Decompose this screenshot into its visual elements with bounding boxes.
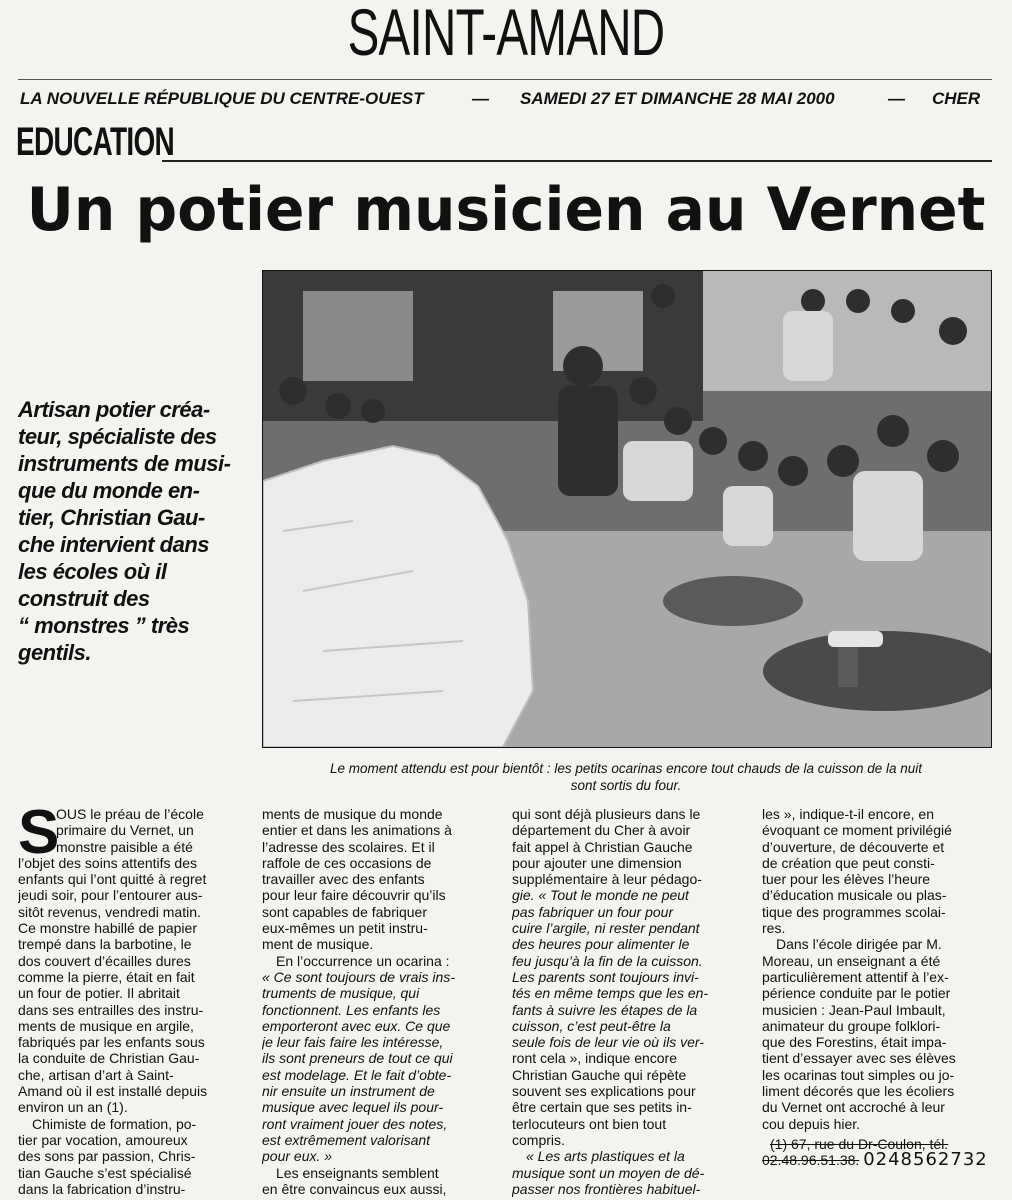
text-line: tique des programmes scolai-: [762, 903, 946, 920]
intro-line: instruments de musi-: [18, 451, 231, 476]
text-line: comme la pierre, était en fait: [18, 968, 195, 985]
text-line: Christian Gauche qui répète: [512, 1066, 687, 1083]
text-line: jeudi soir, pour l’entourer aus-: [18, 887, 203, 904]
text-line: évoquant ce moment privilégié: [762, 822, 952, 839]
quote-line: seule fois de leur vie où ils ver-: [512, 1034, 704, 1051]
quote-line: je leur fais faire les intéresse,: [262, 1034, 444, 1051]
intro-line: che intervient dans: [18, 532, 210, 557]
text-line: eux-mêmes un petit instru-: [262, 920, 428, 937]
text-line: environ un an (1).: [18, 1099, 128, 1116]
quote-line: feu jusqu’à la fin de la cuisson.: [512, 952, 703, 969]
intro-line: Artisan potier créa-: [18, 397, 210, 422]
quote-line: fonctionnent. Les enfants les: [262, 1001, 441, 1018]
quote-line: musique avec lequel ils pour-: [262, 1099, 444, 1116]
photo-illustration: [263, 271, 991, 747]
text-line: tian Gauche s’est spécialisé: [18, 1164, 192, 1181]
quote-line: des heures pour alimenter le: [512, 936, 690, 953]
text-line: enfants qui l’ont quitté à regret: [18, 871, 207, 888]
quote-line: musique sont un moyen de dé-: [512, 1164, 705, 1181]
text-line: res.: [762, 920, 786, 937]
text-line: fait appel à Christian Gauche: [512, 838, 693, 855]
quote-line: tés en même temps que les en-: [512, 985, 709, 1002]
quote-line: nir ensuite un instrument de: [262, 1083, 435, 1100]
quote-line: « Les arts plastiques et la: [526, 1148, 685, 1165]
article-column-3: [512, 806, 742, 1197]
text-line: pour ajouter une dimension: [512, 854, 682, 871]
text-line: ront cela », indique encore: [512, 1050, 677, 1067]
text-line: d’ouverture, de découverte et: [762, 838, 945, 855]
headline: Un potier musicien au Vernet: [26, 175, 986, 245]
text-line: tuer pour les élèves l’heure: [762, 871, 931, 888]
text-line: OUS le préau de l’école: [56, 806, 204, 822]
text-line: tier par vocation, amoureux: [18, 1131, 188, 1148]
text-line: département du Cher à avoir: [512, 822, 691, 839]
intro-line: gentils.: [18, 640, 92, 665]
text-line: ment de musique.: [262, 936, 374, 953]
intro-line: construit des: [18, 586, 150, 611]
text-line: liment décorés que les écoliers: [762, 1083, 955, 1100]
issue-date: SAMEDI 27 ET DIMANCHE 28 MAI 2000: [520, 89, 835, 108]
text-line: Ce monstre habillé de papier: [18, 920, 197, 937]
dateline: [20, 89, 988, 111]
intro-line: que du monde en-: [18, 478, 200, 503]
quote-line: pour eux. »: [262, 1148, 333, 1165]
quote-line: cuire l’argile, ni rester pendant: [512, 920, 700, 937]
text-line: particulièrement attentif à l’ex-: [762, 968, 949, 985]
dateline-separator: —: [888, 89, 905, 108]
text-line: primaire du Vernet, un: [56, 822, 194, 839]
quote-line: « Ce sont toujours de vrais ins-: [262, 968, 455, 985]
text-line: travailler avec des enfants: [262, 871, 425, 888]
text-line: des sons par passion, Chris-: [18, 1148, 196, 1165]
text-line: du Vernet ont accroché à leur: [762, 1099, 945, 1116]
text-line: sitôt revenus, vendredi matin.: [18, 903, 201, 920]
quote-line: emporteront avec eux. Ce que: [262, 1017, 451, 1034]
text-line: fabriqués par les enfants sous: [18, 1034, 205, 1051]
text-line: sont capables de fabriquer: [262, 903, 427, 920]
footnote-phone: [762, 1152, 992, 1168]
text-line: Chimiste de formation, po-: [32, 1115, 197, 1132]
caption-line: Le moment attendu est pour bientôt : les petits ocarinas encore tout chauds de la cuisson de la nuit: [329, 761, 923, 776]
quote-line: Les parents sont toujours invi-: [512, 968, 699, 985]
quote-line: fants à suivre les étapes de la: [512, 1001, 698, 1018]
caption-line: sont sortis du four.: [570, 778, 682, 793]
text-line: la conduite de Christian Gau-: [18, 1050, 200, 1067]
text-line: cou depuis hier.: [762, 1115, 861, 1132]
text-line: musicien : Jean-Paul Imbault,: [762, 1001, 946, 1018]
quote-line: passer nos frontières habituel-: [512, 1180, 701, 1197]
text-line: qui sont déjà plusieurs dans le: [512, 806, 701, 822]
intro-line: tier, Christian Gau-: [18, 505, 205, 530]
text-line: pour leur faire découvrir qu’ils: [262, 887, 446, 904]
text-line: en être convaincus eux aussi,: [262, 1180, 447, 1197]
text-line: les », indique-t-il encore, en: [762, 806, 934, 822]
intro-line: les écoles où il: [18, 559, 167, 584]
masthead: SAINT-AMAND: [347, 0, 665, 69]
text-line: périence conduite par le potier: [762, 985, 951, 1002]
article-column-4: [762, 806, 992, 1169]
text-line: Moreau, un enseignant a été: [762, 952, 941, 969]
text-line: dans la fabrication d’instru-: [18, 1180, 186, 1197]
text-line: terlocuteurs ont bien tout: [512, 1115, 667, 1132]
photo-caption: [262, 760, 990, 794]
text-line: souvent ses explications pour: [512, 1083, 696, 1100]
dateline-separator: —: [472, 89, 489, 108]
text-line: l’adresse des scolaires. Et il: [262, 838, 435, 855]
text-line: dans ses entrailles des instru-: [18, 1001, 204, 1018]
text-line: de création que peut consti-: [762, 854, 935, 871]
text-line: ments de musique du monde: [262, 806, 443, 822]
text-line: Les enseignants semblent: [276, 1164, 439, 1181]
text-line: ments de musique en argile,: [18, 1017, 194, 1034]
drop-cap: S: [18, 798, 60, 867]
text-line: tient d’essayer avec ses élèves: [762, 1050, 956, 1067]
intro-line: “ monstres ” très: [18, 613, 190, 638]
text-line: les ocarinas tout simples ou jo-: [762, 1066, 955, 1083]
text-line: entier et dans les animations à: [262, 822, 452, 839]
text-line: compris.: [512, 1131, 565, 1148]
text-line: En l’occurrence un ocarina :: [276, 952, 450, 969]
text-line: l’objet des soins attentifs des: [18, 854, 197, 871]
quote-line: ils sont preneurs de tout ce qui: [262, 1050, 453, 1067]
article-column-1: [18, 798, 236, 1197]
text-line: un four de potier. Il abritait: [18, 985, 180, 1002]
text-line: monstre paisible a été: [56, 838, 193, 855]
article-photo: [262, 270, 992, 748]
text-line: animateur du groupe folklori-: [762, 1017, 941, 1034]
section-rule: [162, 160, 992, 162]
text-line: être certain que ses petits in-: [512, 1099, 692, 1116]
text-line: d’éducation musicale ou plas-: [762, 887, 947, 904]
section-title: EDUCATION: [16, 120, 175, 164]
text-line: dos couvert d’écailles dures: [18, 952, 191, 969]
handwritten-phone-number: 0248562732: [863, 1152, 988, 1169]
quote-line: gie. « Tout le monde ne peut: [512, 887, 689, 904]
intro-paragraph: [18, 396, 240, 666]
quote-line: est modelage. Et le fait d’obte-: [262, 1066, 452, 1083]
text-line: raffole de ces occasions de: [262, 854, 432, 871]
text-line: Dans l’école dirigée par M.: [776, 936, 942, 953]
old-phone-number: 02.48.96.51.38.: [762, 1152, 860, 1169]
text-line: Amand où il est installé depuis: [18, 1083, 208, 1100]
article-column-2: [262, 806, 488, 1197]
intro-line: teur, spécialiste des: [18, 424, 217, 449]
quote-line: est extrêmement valorisant: [262, 1131, 431, 1148]
masthead-rule: [18, 79, 992, 80]
department: CHER: [932, 89, 981, 108]
quote-line: cuisson, c’est peut-être la: [512, 1017, 671, 1034]
quote-line: ront vraiment jouer des notes,: [262, 1115, 448, 1132]
footnote-address: (1) 67, rue du Dr-Coulon, tél.: [770, 1135, 949, 1152]
quote-line: pas fabriquer un four pour: [512, 903, 674, 920]
text-line: que des Forestins, était impa-: [762, 1034, 947, 1051]
quote-line: truments de musique, qui: [262, 985, 420, 1002]
text-line: supplémentaire à leur pédago-: [512, 871, 702, 888]
text-line: trempé dans la barbotine, le: [18, 936, 192, 953]
text-line: che, artisan d’art à Saint-: [18, 1066, 174, 1083]
paper-name: LA NOUVELLE RÉPUBLIQUE DU CENTRE-OUEST: [20, 89, 424, 108]
